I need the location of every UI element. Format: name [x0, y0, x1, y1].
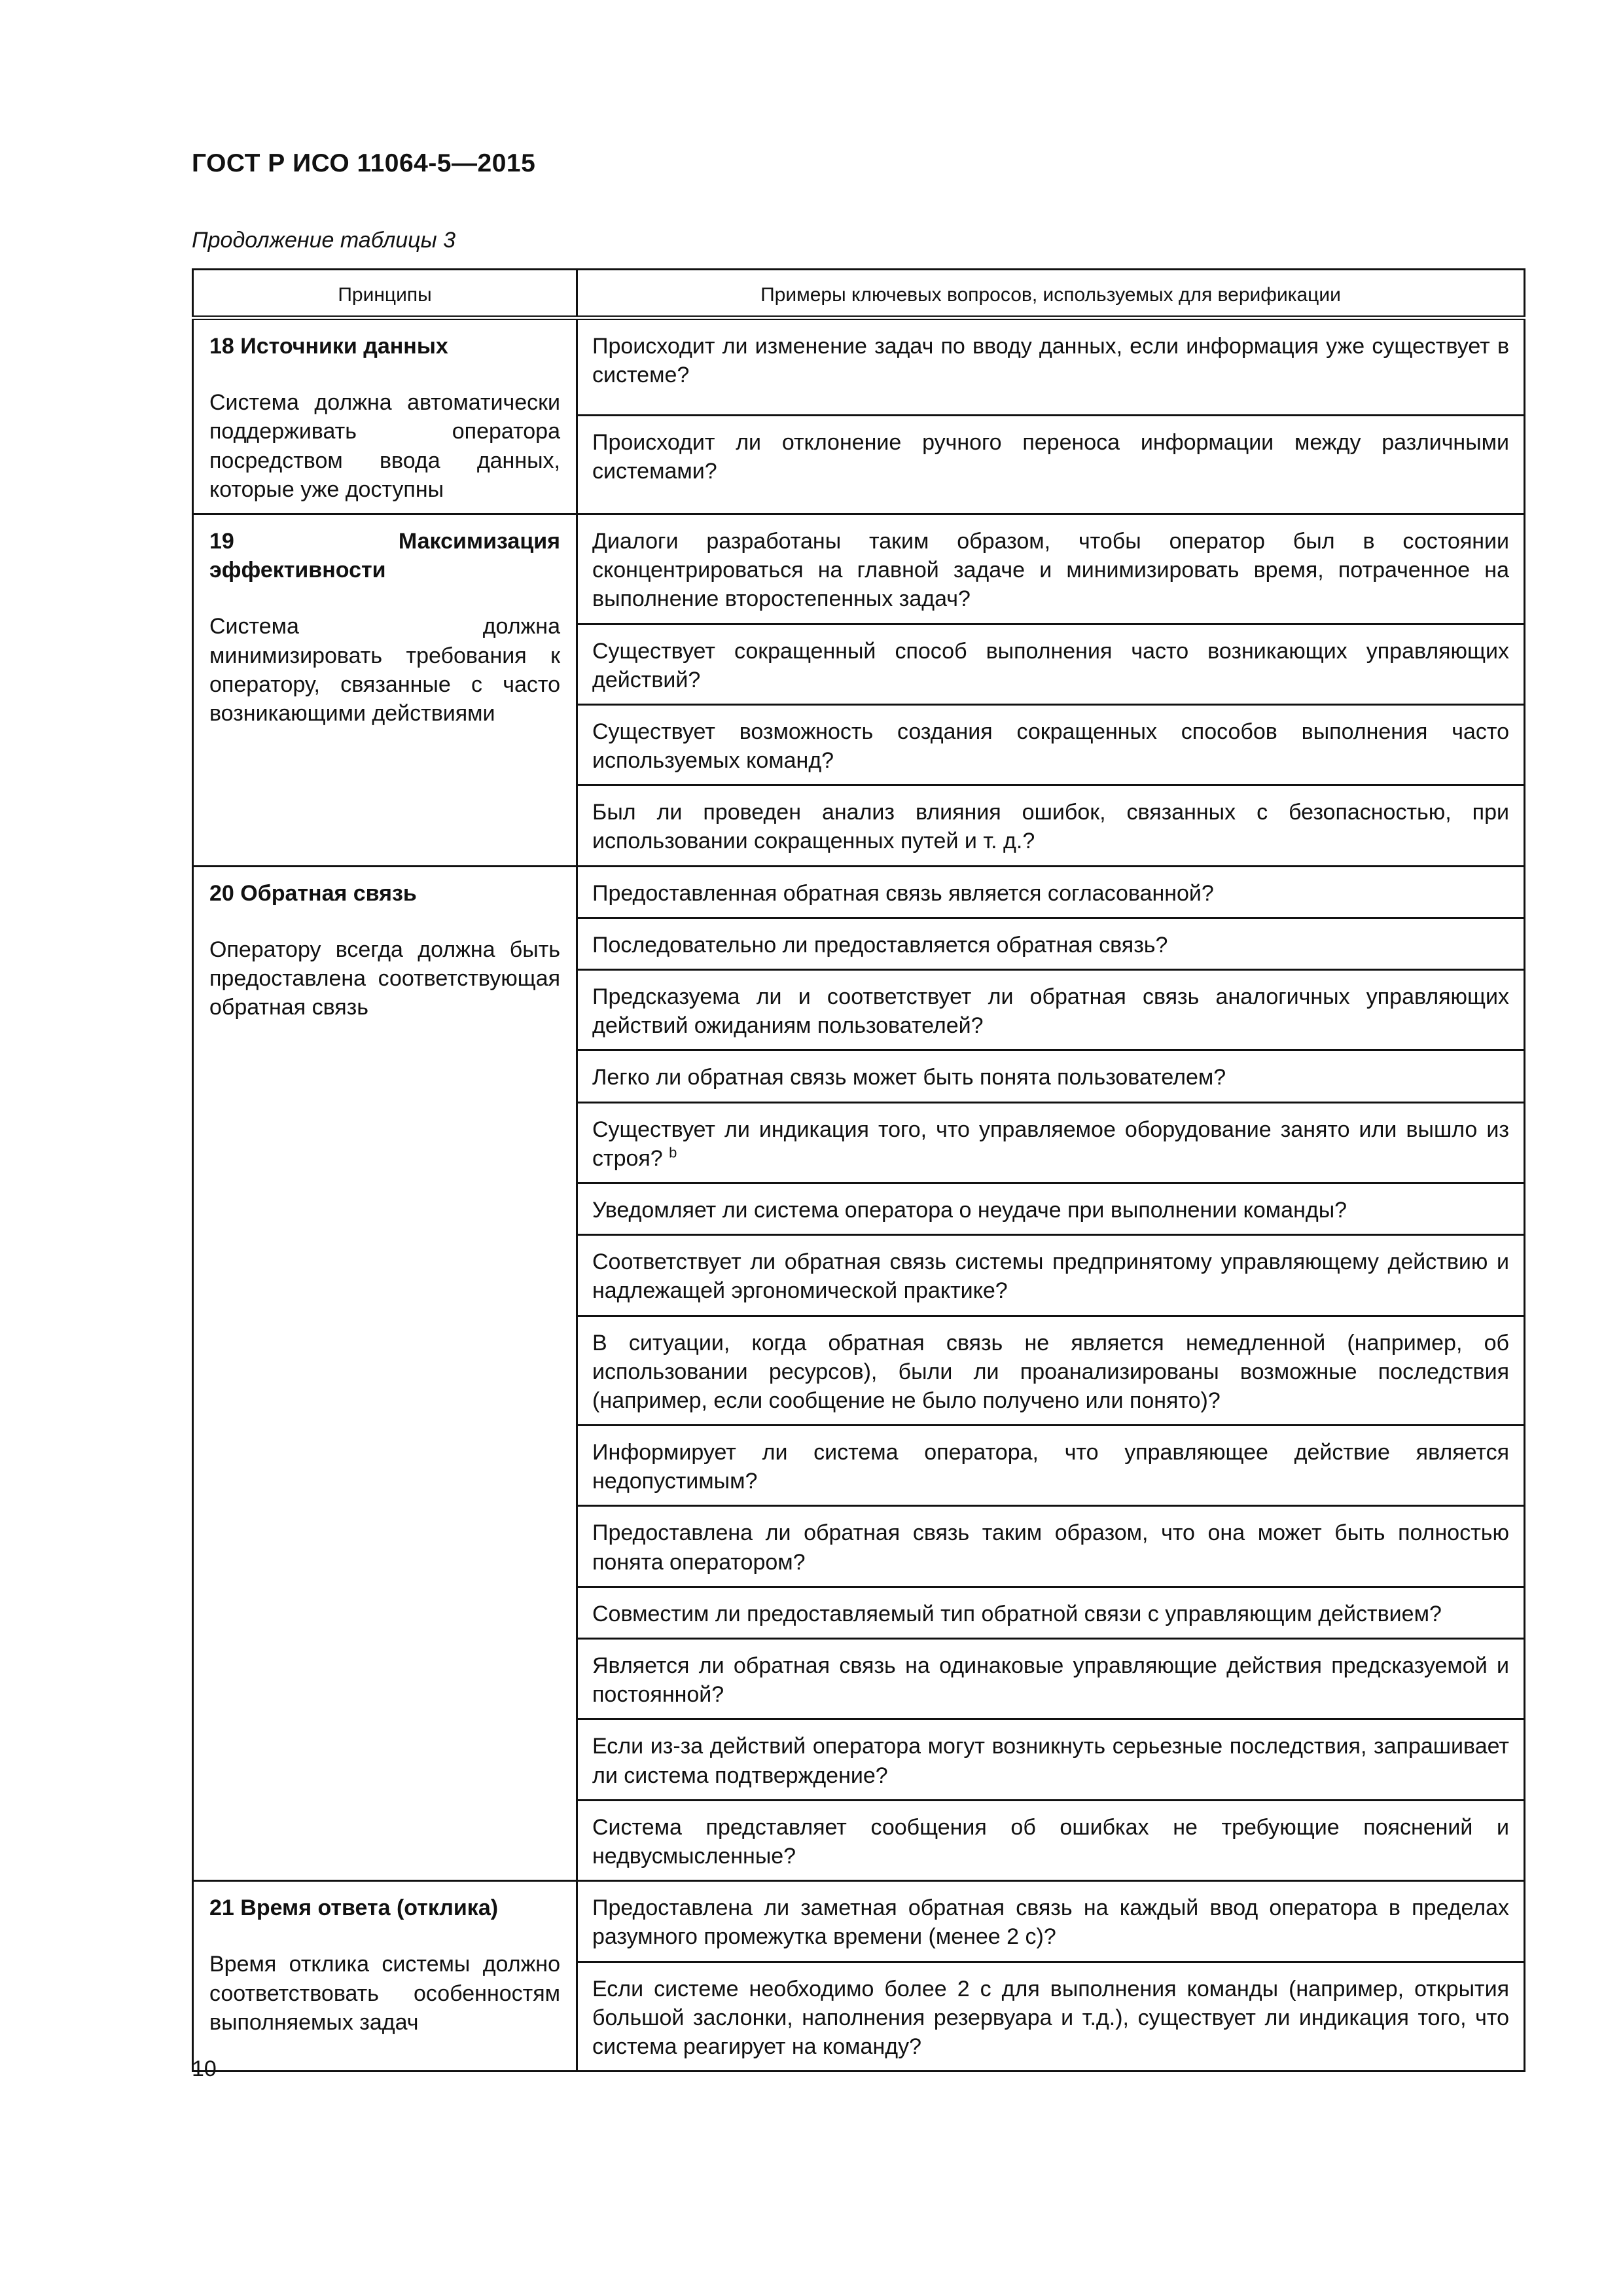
- question-cell: Последовательно ли предоставляется обратная связь?: [577, 918, 1525, 969]
- question-cell: Происходит ли изменение задач по вводу данных, если информация уже существует в системе?: [577, 318, 1525, 416]
- question-cell: Существует сокращенный способ выполнения часто возникающих управляющих действий?: [577, 624, 1525, 704]
- principle-description: Система должна минимизировать требования к оператору, связанные с часто возникающими действиями: [209, 614, 560, 726]
- table-row: [193, 514, 1525, 624]
- principle-description: Система должна автоматически поддерживать оператора посредством ввода данных, которые уже доступны: [209, 390, 560, 502]
- question-cell: Происходит ли отклонение ручного переноса информации между различными системами?: [577, 415, 1525, 514]
- question-cell: Предсказуема ли и соответствует ли обратная связь аналогичных управляющих действий ожиданиям пользователей?: [577, 970, 1525, 1050]
- question-cell: Является ли обратная связь на одинаковые управляющие действия предсказуемой и постоянной?: [577, 1639, 1525, 1719]
- question-cell: Существует возможность создания сокращенных способов выполнения часто используемых команд?: [577, 704, 1525, 785]
- principle-cell-21: [193, 1881, 577, 2072]
- question-cell: Уведомляет ли система оператора о неудаче при выполнении команды?: [577, 1183, 1525, 1234]
- principle-description: Время отклика системы должно соответствовать особенностям выполняемых задач: [209, 1952, 560, 2035]
- question-cell: Диалоги разработаны таким образом, чтобы оператор был в состоянии сконцентрироваться на главной задаче и минимизировать время, потраченное на выполнение второстепенных задач?: [577, 514, 1525, 624]
- principle-title: 21 Время ответа (отклика): [209, 1895, 499, 1921]
- question-cell: Если системе необходимо более 2 с для выполнения команды (например, открытия большой заслонки, наполнения резервуара и т.д.), существует ли индикация того, что система реагирует на команду?: [577, 1962, 1525, 2072]
- question-cell: Легко ли обратная связь может быть понята пользователем?: [577, 1050, 1525, 1102]
- question-cell: В ситуации, когда обратная связь не является немедленной (например, об использовании ресурсов), были ли проанализированы возможные последствия (например, если сообщение не было получено или понято)?: [577, 1316, 1525, 1426]
- principle-cell-18: [193, 318, 577, 514]
- question-cell: Предоставлена ли обратная связь таким образом, что она может быть полностью понята оператором?: [577, 1506, 1525, 1587]
- column-header-principles: Принципы: [193, 270, 577, 318]
- question-cell: Если из-за действий оператора могут возникнуть серьезные последствия, запрашивает ли система подтверждение?: [577, 1719, 1525, 1800]
- question-cell: Совместим ли предоставляемый тип обратной связи с управляющим действием?: [577, 1587, 1525, 1638]
- column-header-questions: Примеры ключевых вопросов, используемых для верификации: [577, 270, 1525, 318]
- question-cell: Информирует ли система оператора, что управляющее действие является недопустимым?: [577, 1426, 1525, 1506]
- principle-title: 19 Максимизация эффективности: [209, 528, 560, 583]
- principle-title: 20 Обратная связь: [209, 880, 417, 906]
- table-caption: Продолжение таблицы 3: [192, 228, 455, 253]
- table-row: [193, 866, 1525, 918]
- principle-cell-19: [193, 514, 577, 866]
- page-number: 10: [192, 2056, 217, 2081]
- question-text: Существует ли индикация того, что управляемое оборудование занято или вышло из строя?: [592, 1117, 1509, 1171]
- document-code: ГОСТ Р ИСО 11064-5—2015: [192, 149, 536, 177]
- principle-title: 18 Источники данных: [209, 334, 448, 359]
- question-cell: Система представляет сообщения об ошибках не требующие пояснений и недвусмысленные?: [577, 1800, 1525, 1880]
- table-row: [193, 1881, 1525, 1962]
- table-header-row: [193, 270, 1525, 318]
- principle-description: Оператору всегда должна быть предоставлена соответствующая обратная связь: [209, 937, 560, 1020]
- footnote-mark: b: [669, 1144, 677, 1161]
- question-cell: [577, 1102, 1525, 1183]
- question-cell: Был ли проведен анализ влияния ошибок, связанных с безопасностью, при использовании сокращенных путей и т. д.?: [577, 785, 1525, 866]
- verification-table: [192, 268, 1525, 2072]
- question-cell: Предоставленная обратная связь является согласованной?: [577, 866, 1525, 918]
- principle-cell-20: [193, 866, 577, 1881]
- question-cell: Соответствует ли обратная связь системы предпринятому управляющему действию и надлежащей эргономической практике?: [577, 1235, 1525, 1316]
- table-row: [193, 318, 1525, 416]
- question-cell: Предоставлена ли заметная обратная связь на каждый ввод оператора в пределах разумного промежутка времени (менее 2 с)?: [577, 1881, 1525, 1962]
